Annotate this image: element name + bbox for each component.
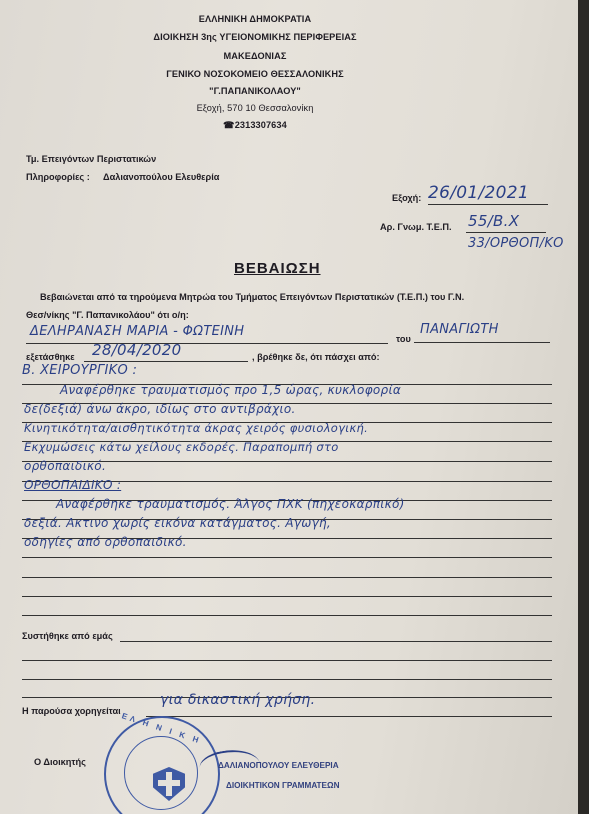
place-label: Εξοχή: <box>392 193 422 203</box>
background-edge <box>578 0 589 814</box>
intro-line-1: Βεβαιώνεται από τα τηρούμενα Μητρώα του Τμήματος Επειγόντων Περιστατικών (Τ.Ε.Π.) του Γ.Ν. <box>40 292 465 302</box>
ortho-line-2: δεξιά. Ακτινο χωρίς εικόνα κατάγματος. Αγωγή, <box>24 516 332 530</box>
seal-emblem-icon <box>153 767 185 801</box>
document-title: ΒΕΒΑΙΩΣΗ <box>234 260 321 277</box>
ortho-label: ΟΡΘΟΠΑΙΔΙΚΟ : <box>24 478 122 492</box>
diagnosis-line-1: Β. ΧΕΙΡΟΥΡΓΙΚΟ : <box>22 363 138 378</box>
intro-line-2: Θεσ/νίκης "Γ. Παπανικολάου" ότι ο/η: <box>26 310 189 320</box>
stamp-role: ΔΙΟΙΚΗΤΙΚΟΝ ΓΡΑΜΜΑΤΕΩΝ <box>226 781 340 790</box>
info-value: Δαλιανοπούλου Ελευθερία <box>103 172 220 182</box>
doc-date: 26/01/2021 <box>428 183 529 203</box>
patient-name: ΔΕΛΗΡΑΝΑΣΗ ΜΑΡΙΑ - ΦΩΤΕΙΝΗ <box>30 324 245 339</box>
issued-label: Η παρούσα χορηγείται <box>22 706 121 716</box>
protocol-value: 55/Β.Χ <box>468 212 520 230</box>
diagnosis-line-5: Εκχυμώσεις κάτω χείλους εκδορές. Παραπομπή στο <box>24 440 339 454</box>
protocol-label: Αρ. Γνωμ. Τ.Ε.Π. <box>380 222 452 232</box>
info-label: Πληροφορίες : <box>26 172 90 182</box>
header-line-4: ΓΕΝΙΚΟ ΝΟΣΟΚΟΜΕΙΟ ΘΕΣΣΑΛΟΝΙΚΗΣ <box>166 69 344 79</box>
recommended-label: Συστήθηκε από εμάς <box>22 631 113 641</box>
found-label: , βρέθηκε δε, ότι πάσχει από: <box>252 352 380 362</box>
protocol-value-2: 33/ΟΡΘΟΠ/ΚΟ <box>468 236 564 251</box>
diagnosis-line-4: Κινητικότητα/αισθητικότητα άκρας χειρός φυσιολογική. <box>24 421 369 435</box>
diagnosis-line-3: δε(δεξιά) άνω άκρο, ιδίως στο αντιβράχιο. <box>24 402 296 416</box>
exam-label: εξετάσθηκε <box>26 352 75 362</box>
header-phone: ☎2313307634 <box>223 120 287 130</box>
exam-date: 28/04/2020 <box>92 341 182 359</box>
ortho-line-3: οδηγίες από ορθοπαιδικό. <box>24 535 187 549</box>
header-line-1: ΕΛΛΗΝΙΚΗ ΔΗΜΟΚΡΑΤΙΑ <box>198 14 312 24</box>
department-name: Τμ. Επειγόντων Περιστατικών <box>26 154 157 164</box>
seal-inner <box>124 736 198 810</box>
diagnosis-line-6: ορθοπαιδικό. <box>24 459 107 473</box>
father-name: ΠΑΝΑΓΙΩΤΗ <box>420 322 499 337</box>
header-line-6: Εξοχή, 570 10 Θεσσαλονίκη <box>196 103 314 113</box>
director-label: Ο Διοικητής <box>34 757 86 767</box>
header-line-3: ΜΑΚΕΔΟΝΙΑΣ <box>223 51 287 61</box>
father-label: του <box>396 334 411 344</box>
diagnosis-line-2: Αναφέρθηκε τραυματισμός προ 1,5 ώρας, κυκλοφορία <box>60 383 402 397</box>
header-line-2: ΔΙΟΙΚΗΣΗ 3ης ΥΓΕΙΟΝΟΜΙΚΗΣ ΠΕΡΙΦΕΡΕΙΑΣ <box>153 32 357 42</box>
header-line-5: "Γ.ΠΑΠΑΝΙΚΟΛΑΟΥ" <box>209 86 301 96</box>
issued-value: για δικαστική χρήση. <box>160 692 316 708</box>
seal-text: ΕΛ Η Ν Ι Κ Η <box>120 711 203 746</box>
ortho-line-1: Αναφέρθηκε τραυματισμός. Άλγος ΠΧΚ (πηχεοκαρπικό) <box>56 497 405 511</box>
stamp-name: ΔΑΛΙΑΝΟΠΟΥΛΟΥ ΕΛΕΥΘΕΡΙΑ <box>218 761 339 770</box>
